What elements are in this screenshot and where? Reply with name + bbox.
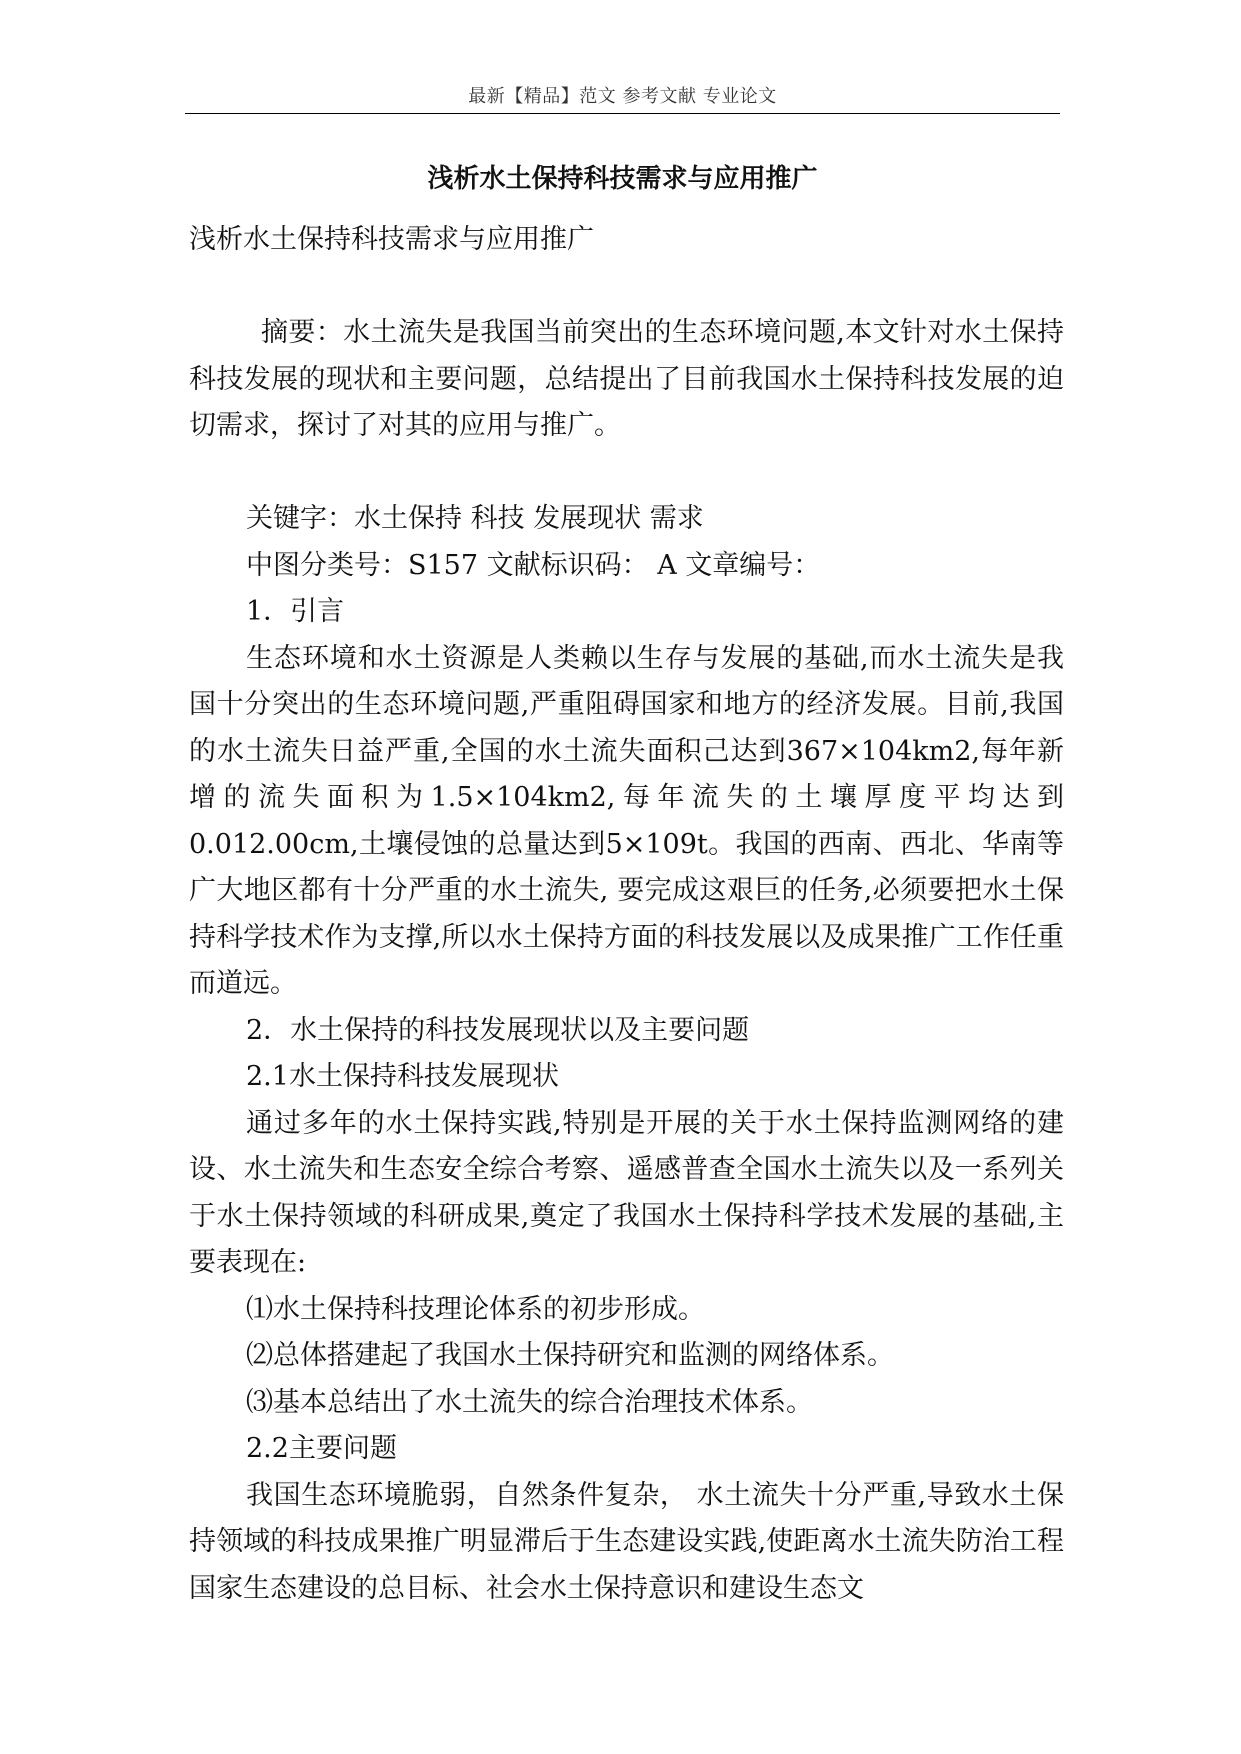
document-body	[189, 217, 1064, 1612]
section-2-1-paragraph: 通过多年的水土保持实践,特别是开展的关于水土保持监测网络的建设、水土流失和生态安全综合考察、遥感普查全国水土流失以及一系列关于水土保持领域的科研成果,奠定了我国水土保持科学技术发展的基础,主要表现在:	[189, 1107, 1064, 1278]
section-2-heading: 2．水土保持的科技发展现状以及主要问题	[246, 1014, 750, 1046]
list-item: ⑴水土保持科技理论体系的初步形成。	[246, 1293, 705, 1325]
header-divider	[185, 113, 1060, 114]
list-item: ⑶基本总结出了水土流失的综合治理技术体系。	[246, 1386, 813, 1418]
page-header: 最新【精品】范文 参考文献 专业论文	[468, 86, 777, 107]
section-1-paragraph: 生态环境和水土资源是人类赖以生存与发展的基础,而水土流失是我国十分突出的生态环境问题,严重阻碍国家和地方的经济发展。目前,我国的水土流失日益严重,全国的水土流失面积己达到367×104km2,每年新增的流失面积为1.5×104km2,每年流失的土壤厚度平均达到0.012.00cm,土壤侵蚀的总量达到5×109t。我国的西南、西北、华南等广大地区都有十分严重的水土流失, 要完成这艰巨的任务,必须要把水土保持科学技术作为支撑,所以水土保持方面的科技发展以及成果推广工作任重而道远。	[189, 642, 1064, 999]
classification-line: 中图分类号：S157 文献标识码： A 文章编号：	[246, 549, 821, 581]
document-title: 浅析水土保持科技需求与应用推广	[427, 164, 818, 194]
list-item: ⑵总体搭建起了我国水土保持研究和监测的网络体系。	[246, 1340, 894, 1371]
section-2-1-heading: 2.1水土保持科技发展现状	[246, 1061, 559, 1092]
section-1-heading: 1．引言	[246, 596, 345, 627]
abstract-paragraph: 摘要：水土流失是我国当前突出的生态环境问题,本文针对水土保持科技发展的现状和主要问题，总结提出了目前我国水土保持科技发展的迫切需求，探讨了对其的应用与推广。	[189, 317, 1064, 441]
keywords-line: 关键字：水土保持 科技 发展现状 需求	[246, 503, 704, 534]
section-2-2-heading: 2.2主要问题	[246, 1433, 397, 1464]
document-subtitle: 浅析水土保持科技需求与应用推广	[189, 224, 594, 255]
section-2-2-paragraph: 我国生态环境脆弱，自然条件复杂， 水土流失十分严重,导致水土保持领域的科技成果推广明显滞后于生态建设实践,使距离水土流失防治工程国家生态建设的总目标、社会水土保持意识和建设生态文	[189, 1479, 1064, 1604]
